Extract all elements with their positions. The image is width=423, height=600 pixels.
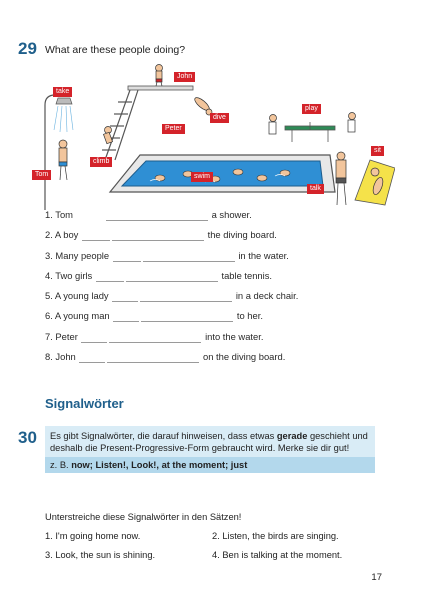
label-play: play xyxy=(302,104,321,114)
answer-blank[interactable] xyxy=(126,272,218,282)
exercise-30-sentence: 1. I'm going home now. xyxy=(45,531,141,541)
sentence-start: 8. John xyxy=(45,351,76,363)
exercise-30-sentence: 4. Ben is talking at the moment. xyxy=(212,550,343,560)
exercise-29-title: What are these people doing? xyxy=(45,44,186,56)
answer-blank[interactable] xyxy=(79,353,105,363)
exercise-30-sentence: 3. Look, the sun is shining. xyxy=(45,550,156,560)
answer-blank[interactable] xyxy=(112,292,138,302)
exercise-30-instruction: Unterstreiche diese Signalwörter in den Sätzen! xyxy=(45,512,242,522)
label-talk: talk xyxy=(307,184,324,194)
sentence-end: a shower. xyxy=(211,209,252,220)
example-strip xyxy=(45,457,375,473)
label-dive: dive xyxy=(210,113,229,123)
answer-blank[interactable] xyxy=(96,272,124,282)
info-text-part: geschieht und deshalb die Present-Progressive-Form gebraucht wird. Merke sie dir gut! xyxy=(50,431,368,454)
label-john: John xyxy=(174,72,195,82)
label-tom: Tom xyxy=(32,170,51,180)
sentence-start: 3. Many people xyxy=(45,249,110,261)
info-text xyxy=(45,426,375,457)
answer-blank[interactable] xyxy=(113,252,141,262)
sentence-end: to her. xyxy=(236,310,263,322)
sentence-end: the diving board. xyxy=(207,229,277,241)
sentence-row xyxy=(45,209,375,229)
answer-blank[interactable] xyxy=(107,353,199,363)
swimming-pool-illustration xyxy=(30,60,395,210)
section-title: Signalwörter xyxy=(45,396,124,411)
answer-blank[interactable] xyxy=(140,292,232,302)
sentence-end: in the water. xyxy=(238,249,289,261)
exercise-29-sentences xyxy=(45,209,375,371)
sentence-row xyxy=(45,290,375,310)
sentence-end: into the water. xyxy=(205,330,264,342)
exercise-number-29: 29 xyxy=(18,39,37,58)
answer-blank[interactable] xyxy=(112,231,204,241)
answer-blank[interactable] xyxy=(82,231,110,241)
answer-blank[interactable] xyxy=(109,333,201,343)
answer-blank[interactable] xyxy=(143,252,235,262)
sentence-row xyxy=(45,250,375,270)
label-peter: Peter xyxy=(162,124,185,134)
sentence-start: 4. Two girls xyxy=(45,269,93,281)
sentence-row xyxy=(45,310,375,330)
sentence-end: table tennis. xyxy=(221,269,273,281)
answer-blank[interactable] xyxy=(113,312,139,322)
example-prefix: z. B. xyxy=(50,460,72,471)
sentence-row xyxy=(45,351,375,371)
pool-scene-image xyxy=(30,60,395,210)
signal-words-info-box xyxy=(45,426,375,473)
sentence-end: on the diving board. xyxy=(202,351,286,363)
sentence-start: 7. Peter xyxy=(45,330,78,342)
sentence-end: in a deck chair. xyxy=(235,290,299,302)
info-text-part: Es gibt Signalwörter, die darauf hinweisen, dass etwas xyxy=(50,431,277,441)
label-climb: climb xyxy=(90,157,112,167)
answer-blank[interactable] xyxy=(141,312,233,322)
answer-blank[interactable] xyxy=(106,211,208,221)
answer-blank[interactable] xyxy=(81,333,107,343)
label-swim: swim xyxy=(191,172,213,182)
sentence-start: 1. Tom xyxy=(45,209,73,220)
sentence-row xyxy=(45,270,375,290)
example-signal-words: now; Listen!, Look!, at the moment; just xyxy=(71,460,248,471)
page-number: 17 xyxy=(371,572,382,583)
sentence-start: 6. A young man xyxy=(45,310,110,322)
sentence-row xyxy=(45,229,375,249)
label-sit: sit xyxy=(371,146,384,156)
label-take: take xyxy=(53,87,72,97)
info-bold-word: gerade xyxy=(276,431,308,441)
sentence-row xyxy=(45,331,375,351)
sentence-start: 5. A young lady xyxy=(45,290,109,302)
sentence-start: 2. A boy xyxy=(45,229,79,241)
exercise-number-30: 30 xyxy=(18,428,37,447)
exercise-30-sentence: 2. Listen, the birds are singing. xyxy=(212,531,339,541)
